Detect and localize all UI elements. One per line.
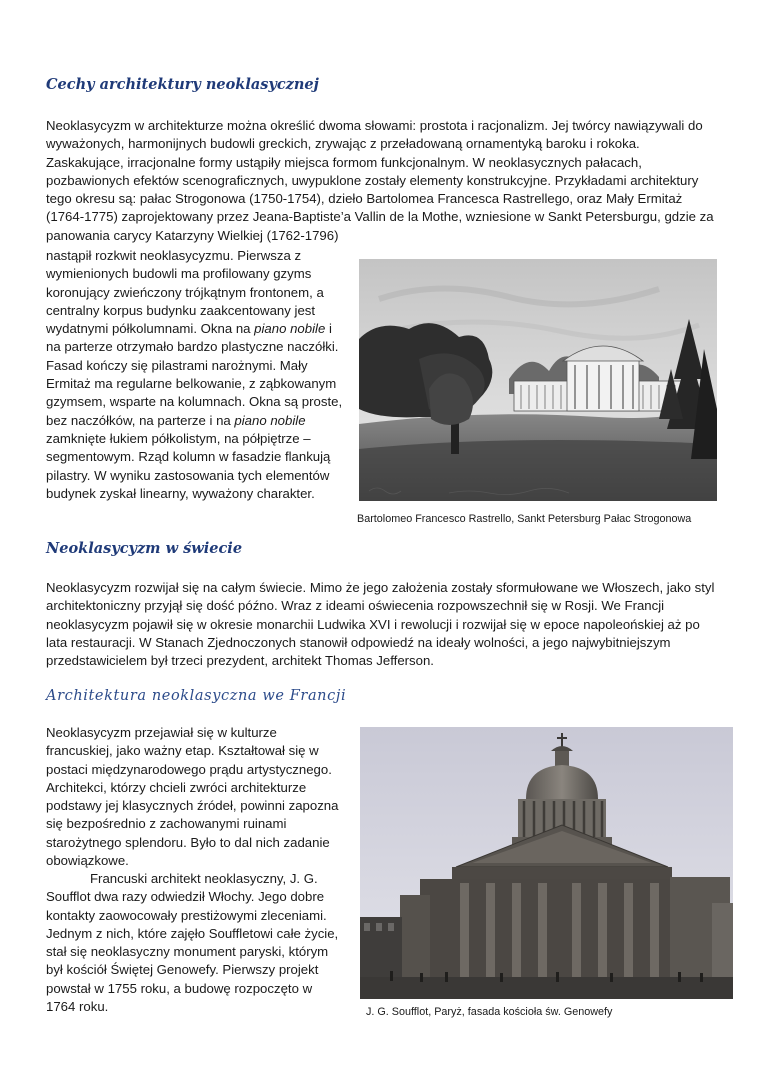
france-paragraph-1: Neoklasycyzm przejawiał się w kulturze francuskiej, jako ważny etap. Kształtował się w postaci międzynarodowego prądu artystycznego. Architekci, którzy chcieli zwróci architekturze podstawy jej klasycznych źródeł, powinni zapozna się bezpośrednio z zachowanymi ruinami starożytnego splendoru. Było to dal nich zadanie obowiązkowe. (46, 725, 339, 869)
figure-caption-pantheon: J. G. Soufflot, Paryż, fasada kościoła św. Genowefy (366, 1006, 613, 1018)
world-paragraph: Neoklasycyzm rozwijał się na całym świecie. Mimo że jego założenia zostały sformułowane we Włoszech, jako styl architektoniczny przyjął się dość późno. Wraz z ideami oświecenia rozpowszechnił się w Rosji. We Francji neoklasycyzm pojawił się w okresie monarchii Ludwika XVI i rewolucji i rozwijał się w epoce napoleońskiej aż po lata restauracji. W Stanach Zjednoczonych stanowił odpowiedź na ideały wolności, a jego najwybitniejszym przedstawicielem był trzeci prezydent, architekt Thomas Jefferson. (46, 580, 715, 669)
figure-caption-stroganov: Bartolomeo Francesco Rastrello, Sankt Petersburg Pałac Strogonowa (357, 513, 692, 525)
france-paragraph-2: Francuski architekt neoklasyczny, J. G. Soufflot dwa razy odwiedził Włochy. Jego dobre kontakty zaowocowały prestiżowymi zleceniami. Jednym z nich, które zajęło Souffletowi całe życie, stał się neoklasyczny monument paryski, którym był kościół Świętej Genowefy. Pierwszy projekt powstał w 1755 roku, a budowę rozpoczęto w 1764 roku. (46, 871, 339, 1015)
pantheon-paris-photo (360, 727, 733, 999)
stroganov-palace-drawing (359, 259, 717, 501)
intro-paragraph: Neoklasycyzm w architekturze można określić dwoma słowami: prostota i racjonalizm. Jej twórcy nawiązywali do wyważonych, harmonijnych budowli greckich, zrywając z przeładowaną ornamentyką baroku i rokoka. Zaskakujące, irracjonalne formy ustąpiły miejsca formom funkcjonalnym. W neoklasycznych pałacach, pozbawionych efektów scenograficznych, uwypuklone zostały elementy konstrukcyjne. Przykładami architektury tego okresu są: pałac Strogonowa (1750-1754), dzieło Bartolomea Francesca Rastrellego, oraz Mały Ermitaż (1764-1775) zaprojektowany przez Jeana-Baptiste’a Vallin de la Mothe, wzniesione w Sankt Petersburgu, gdzie za panowania carycy Katarzyny Wielkiej (1762-1796) (46, 118, 714, 243)
section-heading-france: Architektura neoklasyczna we Francji (46, 688, 347, 704)
section-heading-neoclassical-features: Cechy architektury neoklasycznej (46, 76, 319, 93)
side-paragraph: nastąpił rozkwit neoklasycyzmu. Pierwsza z wymienionych budowli ma profilowany gzyms koronujący zwieńczony trójkątnym frontonem, a centralny korpus budynku zaakcentowany jest wydatnymi półkolumnami. Okna na piano nobile i na parterze otrzymało bardzo plastyczne naczółki. Fasad kończy się pilastrami narożnymi. Mały Ermitaż ma regularne belkowanie, z ząbkowanym gzymsem, wsparte na kolumnach. Okna są proste, bez naczółków, na parterze i na piano nobile zamknięte łukiem półkolistym, na półpiętrze – segmentowym. Rząd kolumn w fasadzie flankują pilastry. W wyniku zastosowania tych elementów budynek zyskał linearny, wyważony charakter. (46, 248, 343, 501)
section-heading-neoclassicism-world: Neoklasycyzm w świecie (46, 540, 243, 557)
